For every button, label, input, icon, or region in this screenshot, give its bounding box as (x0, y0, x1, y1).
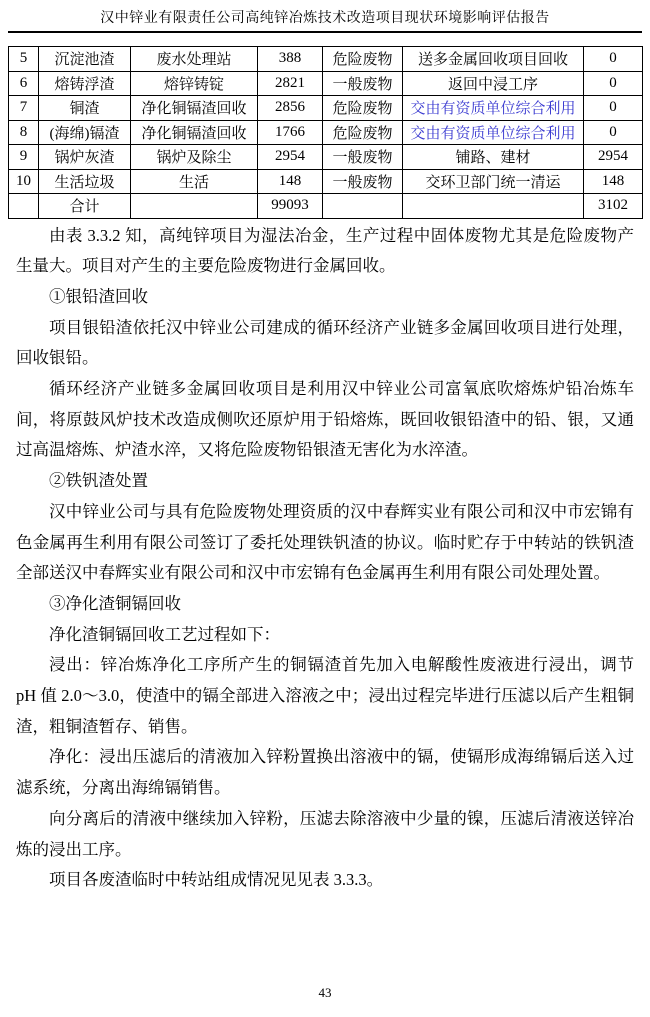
solid-waste-table (8, 46, 643, 219)
cell-disposal: 交由有资质单位综合利用 (403, 120, 584, 145)
cell-no (9, 194, 39, 219)
list-heading-silver-lead-slag: ①银铅渣回收 (49, 286, 148, 306)
cell-amount: 0 (584, 47, 643, 72)
paragraph: 项目银铅渣依托汉中锌业公司建成的循环经济产业链多金属回收项目进行处理，回收银铅。 (16, 317, 634, 368)
paragraph: 项目各废渣临时中转站组成情况见见表 3.3.3。 (49, 870, 384, 890)
cell-source: 净化铜镉渣回收 (131, 120, 258, 145)
table-total-row (9, 194, 643, 219)
cell-source (131, 194, 258, 219)
cell-no: 10 (9, 169, 39, 194)
cell-category: 一般废物 (323, 71, 403, 96)
table-row (9, 169, 643, 194)
cell-quantity: 2856 (258, 96, 323, 121)
page-number: 43 (318, 985, 332, 1000)
table-row (9, 145, 643, 170)
cell-source: 熔锌铸锭 (131, 71, 258, 96)
list-heading-copper-cadmium-recovery: ③净化渣铜镉回收 (49, 593, 181, 613)
cell-waste-name: 沉淀池渣 (39, 47, 131, 72)
cell-category: 危险废物 (323, 120, 403, 145)
table-row (9, 71, 643, 96)
cell-amount: 3102 (584, 194, 643, 219)
cell-source: 锅炉及除尘 (131, 145, 258, 170)
cell-disposal: 铺路、建材 (403, 145, 584, 170)
cell-disposal: 返回中浸工序 (403, 71, 584, 96)
cell-amount: 0 (584, 96, 643, 121)
cell-quantity: 99093 (258, 194, 323, 219)
cell-waste-name: 锅炉灰渣 (39, 145, 131, 170)
cell-category (323, 194, 403, 219)
paragraph: 净化渣铜镉回收工艺过程如下： (49, 624, 280, 644)
cell-source: 净化铜镉渣回收 (131, 96, 258, 121)
paragraph: 净化：浸出压滤后的清液加入锌粉置换出溶液中的镉，使镉形成海绵镉后送入过滤系统，分离出海绵镉销售。 (16, 747, 634, 798)
paragraph: 汉中锌业公司与具有危险废物处理资质的汉中春辉实业有限公司和汉中市宏锦有色金属再生利用有限公司签订了委托处理铁钒渣的协议。临时贮存于中转站的铁钒渣全部送汉中春辉实业有限公司和汉中市宏锦有色金属再生利用有限公司处理处置。 (16, 501, 634, 583)
header-divider (8, 31, 642, 33)
document-header-title: 汉中锌业有限责任公司高纯锌冶炼技术改造项目现状环境影响评估报告 (100, 11, 550, 26)
cell-waste-name: 熔铸浮渣 (39, 71, 131, 96)
cell-waste-name: 铜渣 (39, 96, 131, 121)
cell-no: 5 (9, 47, 39, 72)
cell-disposal: 交由有资质单位综合利用 (403, 96, 584, 121)
cell-no: 8 (9, 120, 39, 145)
cell-category: 一般废物 (323, 145, 403, 170)
cell-amount: 0 (584, 71, 643, 96)
body-text (16, 221, 634, 896)
table-row (9, 120, 643, 145)
cell-no: 7 (9, 96, 39, 121)
cell-source: 废水处理站 (131, 47, 258, 72)
cell-no: 9 (9, 145, 39, 170)
cell-total-label: 合计 (39, 194, 131, 219)
table-row (9, 47, 643, 72)
paragraph: 由表 3.3.2 知，高纯锌项目为湿法冶金，生产过程中固体废物尤其是危险废物产生量大。项目对产生的主要危险废物进行金属回收。 (16, 225, 634, 276)
paragraph: 向分离后的清液中继续加入锌粉，压滤去除溶液中少量的镍，压滤后清液送锌冶炼的浸出工序。 (16, 808, 634, 859)
table-row (9, 96, 643, 121)
cell-no: 6 (9, 71, 39, 96)
cell-source: 生活 (131, 169, 258, 194)
cell-quantity: 388 (258, 47, 323, 72)
cell-amount: 148 (584, 169, 643, 194)
cell-category: 一般废物 (323, 169, 403, 194)
cell-waste-name: (海绵)镉渣 (39, 120, 131, 145)
cell-disposal: 交环卫部门统一清运 (403, 169, 584, 194)
cell-quantity: 2954 (258, 145, 323, 170)
paragraph: 浸出：锌冶炼净化工序所产生的铜镉渣首先加入电解酸性废液进行浸出，调节 pH 值 2.0～3.0，使渣中的镉全部进入溶液之中；浸出过程完毕进行压滤以后产生粗铜渣，粗铜渣暂存、销售。 (16, 655, 634, 736)
cell-amount: 0 (584, 120, 643, 145)
cell-disposal: 送多金属回收项目回收 (403, 47, 584, 72)
paragraph: 循环经济产业链多金属回收项目是利用汉中锌业公司富氧底吹熔炼炉铅冶炼车间，将原鼓风炉技术改造成侧吹还原炉用于铅熔炼，既回收银铅渣中的铅、银，又通过高温熔炼、炉渣水淬，又将危险废物铅银渣无害化为水淬渣。 (16, 379, 634, 460)
cell-waste-name: 生活垃圾 (39, 169, 131, 194)
cell-amount: 2954 (584, 145, 643, 170)
list-heading-iron-vanadium-slag: ②铁钒渣处置 (49, 471, 148, 491)
cell-category: 危险废物 (323, 47, 403, 72)
cell-quantity: 148 (258, 169, 323, 194)
cell-category: 危险废物 (323, 96, 403, 121)
cell-quantity: 2821 (258, 71, 323, 96)
cell-disposal (403, 194, 584, 219)
cell-quantity: 1766 (258, 120, 323, 145)
